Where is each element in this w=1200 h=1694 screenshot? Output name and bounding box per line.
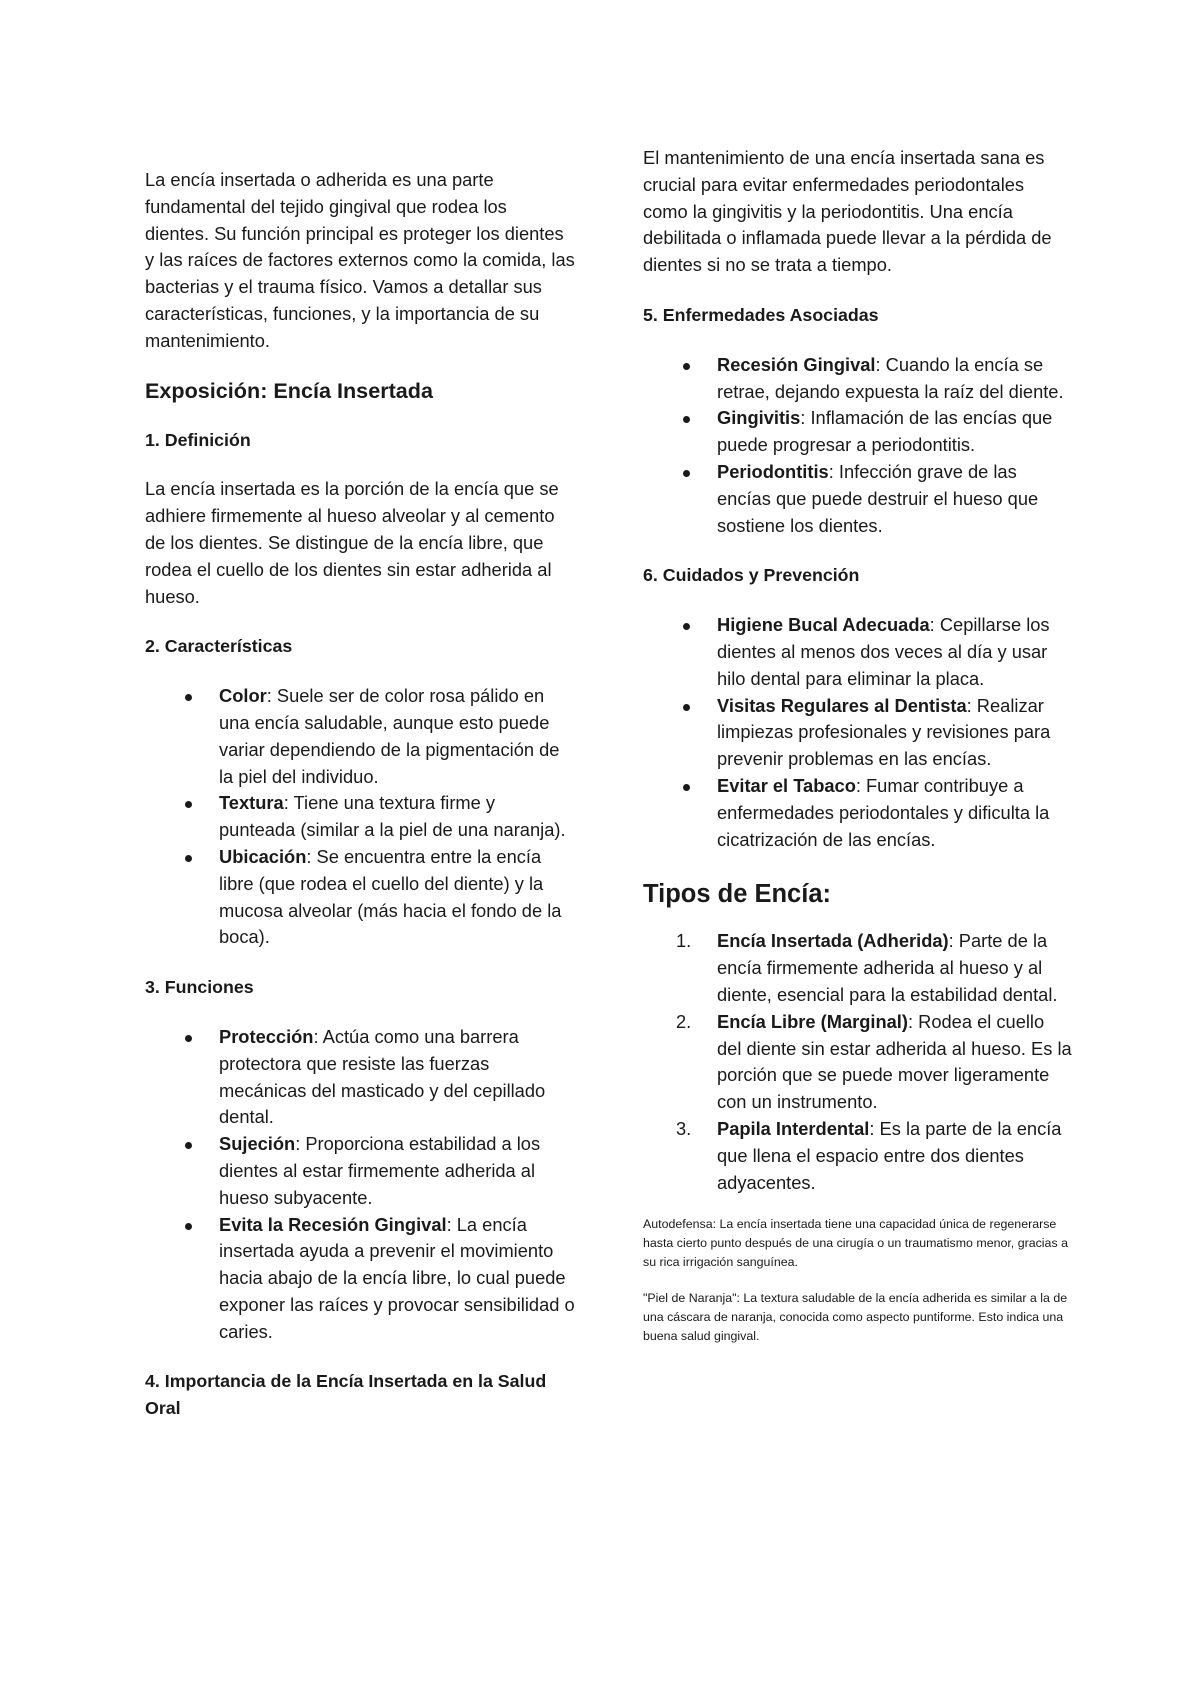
item-term: Encía Libre (Marginal) [717, 1010, 908, 1032]
list-item [643, 352, 1073, 406]
item-text: : Realizar limpiezas profesionales y revisiones para prevenir problemas en las encías. [717, 694, 1051, 770]
list-item [643, 612, 1073, 692]
item-text: : Parte de la encía firmemente adherida al hueso y al diente, esencial para la estabilidad dental. [717, 930, 1058, 1005]
section-1-title: 1. Definición [145, 429, 251, 450]
item-term: Recesión Gingival [717, 353, 876, 375]
numbered-item [643, 928, 1073, 1008]
list-item [643, 459, 1073, 539]
item-term: Papila Interdental [717, 1117, 870, 1139]
bullet-icon [683, 470, 690, 477]
section-4-text: El mantenimiento de una encía insertada sana es crucial para evitar enfermedades periodontales como la gingivitis y la periodontitis. Una encía debilitada o inflamada puede llevar a la pérdida de dientes si no se trata a tiempo. [643, 147, 1052, 276]
list-item [145, 1024, 575, 1131]
tipos-list [643, 928, 1073, 1196]
item-text: : Es la parte de la encía que llena el espacio entre dos dientes adyacentes. [717, 1117, 1062, 1193]
item-text: : Inflamación de las encías que puede progresar a periodontitis. [717, 407, 1053, 456]
left-column [145, 0, 575, 1422]
bullet-icon [185, 694, 192, 701]
note-autodefensa: Autodefensa: La encía insertada tiene una capacidad única de regenerarse hasta cierto punto después de una cirugía o un traumatismo menor, gracias a su rica irrigación sanguínea. [643, 1217, 1068, 1270]
item-text: : Se encuentra entre la encía libre (que rodea el cuello del diente) y la mucosa alveolar (más hacia el fondo de la boca). [219, 845, 562, 948]
bullet-icon [683, 704, 690, 711]
item-text: : Cuando la encía se retrae, dejando expuesta la raíz del diente. [717, 353, 1064, 402]
bullet-icon [185, 1223, 192, 1230]
bullet-icon [683, 363, 690, 370]
item-term: Gingivitis [717, 407, 801, 429]
item-text: : Rodea el cuello del diente sin estar adherida al hueso. Es la porción que se puede mover ligeramente con un instrumento. [717, 1010, 1072, 1113]
item-text: : Actúa como una barrera protectora que resiste las fuerzas mecánicas del masticado y del cepillado dental. [219, 1025, 546, 1128]
bullet-icon [683, 416, 690, 423]
section-5-list [643, 352, 1073, 540]
bullet-icon [185, 855, 192, 862]
item-number: 2. [676, 1010, 692, 1032]
item-term: Color [219, 685, 267, 707]
section-4-title: 4. Importancia de la Encía Insertada en la Salud Oral [145, 1371, 547, 1419]
item-term: Evitar el Tabaco [717, 774, 856, 796]
intro-paragraph: La encía insertada o adherida es una parte fundamental del tejido gingival que rodea los dientes. Su función principal es proteger los dientes y las raíces de factores externos como la comida, las bacterias y el trauma físico. Vamos a detallar sus características, funciones, y la importancia de su mantenimiento. [145, 169, 575, 351]
note-piel-de-naranja: "Piel de Naranja": La textura saludable de la encía adherida es similar a la de una cáscara de naranja, conocida como aspecto puntiforme. Esto indica una buena salud gingival. [643, 1291, 1068, 1344]
list-item [145, 1131, 575, 1211]
bullet-icon [185, 1142, 192, 1149]
item-term: Higiene Bucal Adecuada [717, 614, 930, 636]
section-3-title: 3. Funciones [145, 977, 254, 998]
list-item [643, 405, 1073, 459]
bullet-icon [683, 623, 690, 630]
section-6-list [643, 612, 1073, 853]
item-term: Periodontitis [717, 460, 829, 482]
item-number: 1. [676, 930, 692, 952]
item-term: Protección [219, 1025, 314, 1047]
section-2-list [145, 683, 575, 951]
list-item [643, 773, 1073, 853]
numbered-item [643, 1009, 1073, 1116]
item-text: : Proporciona estabilidad a los dientes al estar firmemente adherida al hueso subyacente. [219, 1133, 541, 1208]
right-column [643, 0, 1073, 1346]
item-text: : La encía insertada ayuda a prevenir el movimiento hacia abajo de la encía libre, lo cual puede exponer las raíces y provocar sensibilidad o caries. [219, 1213, 575, 1342]
tipos-heading: Tipos de Encía: [643, 880, 831, 909]
item-term: Textura [219, 792, 284, 814]
item-text: : Suele ser de color rosa pálido en una encía saludable, aunque esto puede variar dependiendo de la pigmentación de la piel del individuo. [219, 685, 560, 787]
list-item [145, 1212, 575, 1346]
item-term: Ubicación [219, 845, 307, 867]
section-5-title: 5. Enfermedades Asociadas [643, 304, 879, 325]
item-term: Visitas Regulares al Dentista [717, 694, 967, 716]
bullet-icon [683, 784, 690, 791]
item-number: 3. [676, 1117, 692, 1139]
item-text: : Fumar contribuye a enfermedades periodontales y dificulta la cicatrización de las encías. [717, 774, 1050, 850]
main-heading: Exposición: Encía Insertada [145, 377, 434, 403]
list-item [145, 683, 575, 790]
bullet-icon [185, 801, 192, 808]
section-3-list [145, 1024, 575, 1346]
item-term: Encía Insertada (Adherida) [717, 930, 949, 952]
item-text: : Tiene una textura firme y punteada (similar a la piel de una naranja). [219, 792, 566, 841]
numbered-item [643, 1116, 1073, 1196]
section-2-title: 2. Características [145, 636, 293, 657]
list-item [643, 693, 1073, 773]
item-text: : Infección grave de las encías que puede destruir el hueso que sostiene los dientes. [717, 460, 1039, 536]
list-item [145, 790, 575, 844]
section-1-text: La encía insertada es la porción de la encía que se adhiere firmemente al hueso alveolar y al cemento de los dientes. Se distingue de la encía libre, que rodea el cuello de los dientes sin estar adherida al hueso. [145, 478, 559, 607]
item-term: Sujeción [219, 1133, 296, 1155]
bullet-icon [185, 1035, 192, 1042]
section-6-title: 6. Cuidados y Prevención [643, 565, 860, 586]
list-item [145, 844, 575, 951]
item-term: Evita la Recesión Gingival [219, 1213, 447, 1235]
item-text: : Cepillarse los dientes al menos dos veces al día y usar hilo dental para eliminar la placa. [717, 614, 1050, 689]
